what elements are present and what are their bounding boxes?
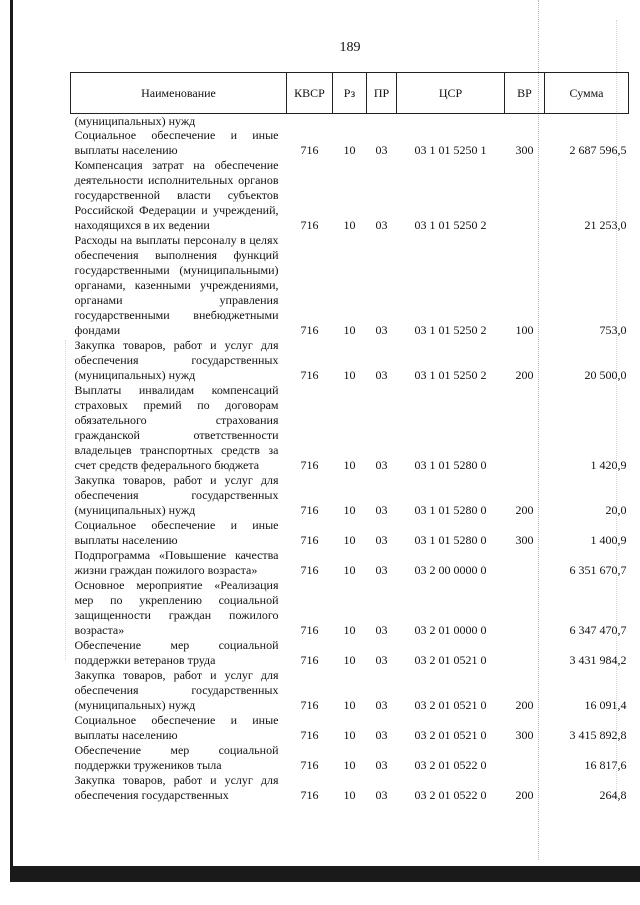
cell-sum: 6 351 670,7: [569, 563, 627, 577]
cell-vr: [505, 548, 545, 578]
table-row: [71, 158, 629, 233]
cell-kvsr: 716: [300, 218, 319, 232]
table-row: [71, 383, 629, 473]
cell-kvsr: 716: [300, 458, 319, 472]
cell-csr: 03 2 01 0521 0: [414, 698, 487, 712]
cell-vr: [505, 743, 545, 773]
cell-rz: 10: [343, 323, 356, 337]
table-row: [71, 578, 629, 638]
table-header: [71, 73, 629, 114]
cell-pr: 03: [375, 728, 388, 742]
cell-pr: 03: [375, 758, 388, 772]
cell-name: Социальное обеспечение и иные выплаты населению: [74, 128, 279, 157]
cell-sum: 3 415 892,8: [569, 728, 627, 742]
cell-vr: 300: [515, 728, 534, 742]
cell-name: Обеспечение мер социальной поддержки ветеранов труда: [74, 638, 279, 667]
cell-vr: [505, 578, 545, 638]
cell-rz: 10: [343, 143, 356, 157]
cell-csr: 03 1 01 5280 0: [414, 533, 487, 547]
cell-kvsr: 716: [300, 563, 319, 577]
cell-pr: 03: [375, 563, 388, 577]
cell-vr: 200: [515, 503, 534, 517]
table-body: [71, 114, 629, 804]
cell-name: Выплаты инвалидам компенсаций страховых премий по договорам обязательного страхования гражданской ответственности владельцев транспортных средств за счет средств федерального бюджета: [74, 383, 279, 472]
cell-sum: 264,8: [599, 788, 627, 802]
cell-csr: 03 2 01 0000 0: [414, 623, 487, 637]
cell-rz: 10: [343, 758, 356, 772]
cell-kvsr: 716: [300, 533, 319, 547]
column-header-kvsr: КВСР: [287, 73, 333, 114]
cell-csr: 03 2 01 0521 0: [414, 728, 487, 742]
column-header-name: Наименование: [71, 73, 287, 114]
cell-pr: 03: [375, 218, 388, 232]
cell-vr: 200: [515, 788, 534, 802]
cell-pr: 03: [375, 653, 388, 667]
cell-sum: 6 347 470,7: [569, 623, 627, 637]
cell-vr: [505, 383, 545, 473]
cell-vr: 300: [515, 143, 534, 157]
cell-sum: 16 817,6: [584, 758, 627, 772]
cell-pr: 03: [375, 533, 388, 547]
table-row: [71, 473, 629, 518]
cell-vr: 200: [515, 698, 534, 712]
table-row: [71, 743, 629, 773]
column-header-pr: ПР: [367, 73, 397, 114]
cell-name: Подпрограмма «Повышение качества жизни граждан пожилого возраста»: [74, 548, 279, 577]
cell-csr: 03 2 01 0521 0: [414, 653, 487, 667]
cell-csr: 03 1 01 5280 0: [414, 458, 487, 472]
table-row: [71, 773, 629, 803]
cell-kvsr: 716: [300, 368, 319, 382]
cell-pr: 03: [375, 323, 388, 337]
cell-name: Компенсация затрат на обеспечение деятельности исполнительных органов государственной власти субъектов Российской Федерации и учреждений, находящихся в их ведении: [74, 158, 279, 232]
cell-name: Закупка товаров, работ и услуг для обеспечения государственных: [74, 773, 279, 802]
cell-vr: [505, 158, 545, 233]
cell-rz: 10: [343, 563, 356, 577]
cell-csr: 03 1 01 5250 1: [414, 143, 487, 157]
column-header-vr: ВР: [505, 73, 545, 114]
table-row: [71, 128, 629, 158]
cell-kvsr: 716: [300, 728, 319, 742]
cell-vr: 200: [515, 368, 534, 382]
cell-name: Обеспечение мер социальной поддержки тружеников тыла: [74, 743, 279, 772]
cell-kvsr: 716: [300, 758, 319, 772]
cell-csr: 03 2 01 0522 0: [414, 788, 487, 802]
table-row: [71, 518, 629, 548]
column-header-csr: ЦСР: [397, 73, 505, 114]
cell-name: Закупка товаров, работ и услуг для обеспечения государственных (муниципальных) нужд: [74, 338, 279, 382]
cell-rz: 10: [343, 728, 356, 742]
column-header-sum: Сумма: [545, 73, 629, 114]
cell-rz: 10: [343, 698, 356, 712]
cell-name: Закупка товаров, работ и услуг для обеспечения государственных (муниципальных) нужд: [74, 473, 279, 517]
cell-sum: 21 253,0: [584, 218, 627, 232]
cell-sum: 753,0: [599, 323, 627, 337]
cell-sum: 20,0: [605, 503, 627, 517]
cell-rz: 10: [343, 623, 356, 637]
cell-csr: 03 1 01 5250 2: [414, 218, 487, 232]
budget-table-wrapper: [70, 72, 628, 803]
cell-kvsr: 716: [300, 698, 319, 712]
page-number: 189: [339, 40, 361, 55]
cell-rz: 10: [343, 368, 356, 382]
cell-sum: 20 500,0: [584, 368, 627, 382]
cell-name: (муниципальных) нужд: [74, 114, 196, 128]
table-row: [71, 338, 629, 383]
cell-pr: 03: [375, 503, 388, 517]
cell-csr: 03 1 01 5250 2: [414, 323, 487, 337]
cell-csr: 03 2 01 0522 0: [414, 758, 487, 772]
cell-pr: 03: [375, 788, 388, 802]
table-row: [71, 548, 629, 578]
cell-rz: 10: [343, 788, 356, 802]
cell-pr: 03: [375, 623, 388, 637]
cell-rz: 10: [343, 218, 356, 232]
scan-artifact-line: [65, 340, 66, 660]
budget-table: [70, 72, 629, 803]
cell-name: Основное мероприятие «Реализация мер по укреплению социальной защищенности граждан пожилого возраста»: [74, 578, 279, 637]
cell-rz: 10: [343, 653, 356, 667]
cell-pr: 03: [375, 458, 388, 472]
cell-pr: 03: [375, 698, 388, 712]
cell-rz: 10: [343, 533, 356, 547]
table-row: [71, 668, 629, 713]
cell-csr: 03 1 01 5280 0: [414, 503, 487, 517]
cell-csr: 03 1 01 5250 2: [414, 368, 487, 382]
cell-sum: 16 091,4: [584, 698, 627, 712]
cell-vr: [505, 638, 545, 668]
cell-sum: 3 431 984,2: [569, 653, 627, 667]
cell-sum: 1 400,9: [590, 533, 627, 547]
column-header-rz: Рз: [333, 73, 367, 114]
cell-kvsr: 716: [300, 788, 319, 802]
cell-name: Социальное обеспечение и иные выплаты населению: [74, 518, 279, 547]
table-row: [71, 713, 629, 743]
cell-name: Расходы на выплаты персоналу в целях обеспечения выполнения функций государственными (муниципальными) органами, казенными учреждениями, органами управления государственными внебюджетными фондами: [74, 233, 279, 337]
table-row-continuation: [71, 114, 629, 129]
cell-sum: 2 687 596,5: [569, 143, 627, 157]
cell-name: Закупка товаров, работ и услуг для обеспечения государственных (муниципальных) нужд: [74, 668, 279, 712]
scan-edge-left: [10, 0, 13, 866]
cell-kvsr: 716: [300, 623, 319, 637]
cell-vr: 300: [515, 533, 534, 547]
cell-kvsr: 716: [300, 323, 319, 337]
cell-rz: 10: [343, 458, 356, 472]
cell-vr: 100: [515, 323, 534, 337]
cell-rz: 10: [343, 503, 356, 517]
table-row: [71, 638, 629, 668]
table-row: [71, 233, 629, 338]
cell-csr: 03 2 00 0000 0: [414, 563, 487, 577]
scan-edge-bottom: [10, 866, 640, 882]
cell-kvsr: 716: [300, 503, 319, 517]
cell-pr: 03: [375, 368, 388, 382]
cell-pr: 03: [375, 143, 388, 157]
cell-kvsr: 716: [300, 143, 319, 157]
cell-name: Социальное обеспечение и иные выплаты населению: [74, 713, 279, 742]
cell-kvsr: 716: [300, 653, 319, 667]
cell-sum: 1 420,9: [590, 458, 627, 472]
